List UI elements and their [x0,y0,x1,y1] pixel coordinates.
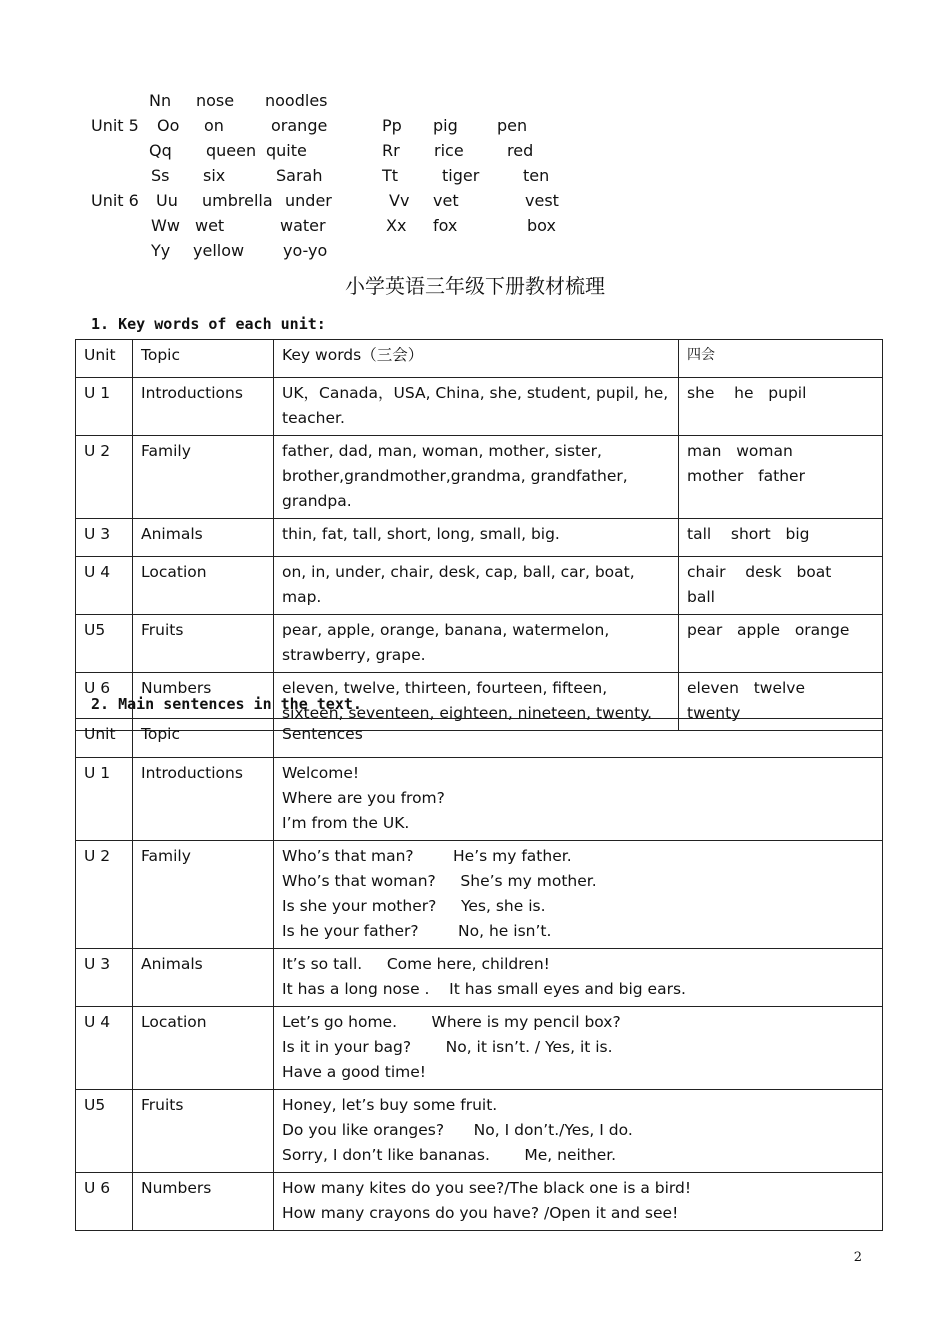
four-skill-words-cell: pear apple orange [679,615,883,673]
key-words-cell: thin, fat, tall, short, long, small, big. [274,519,679,557]
example-word: ten [523,166,550,185]
table-row [76,1007,883,1090]
topic-cell: Animals [133,949,274,1007]
sentences-cell: Let’s go home. Where is my pencil box? Is it in your bag? No, it isn’t. / Yes, it is. Have a good time! [274,1007,883,1090]
example-word: umbrella [202,191,273,210]
key-words-cell: eleven, twelve, thirteen, fourteen, fifteen, sixteen, seventeen, eighteen, nineteen, twenty. [274,673,679,731]
unit-cell: U 2 [76,841,133,949]
example-word: yo-yo [283,241,328,260]
sentences-cell: It’s so tall. Come here, children! It has a long nose . It has small eyes and big ears. [274,949,883,1007]
topic-cell: Numbers [133,673,274,731]
section-heading-key-words: 1. Key words of each unit: [91,315,326,333]
table-row [76,557,883,615]
main-sentences-table [75,718,883,1231]
example-word: wet [195,216,225,235]
letter-pair: Rr [382,141,400,160]
table-row [76,519,883,557]
topic-cell: Introductions [133,758,274,841]
table-row [76,841,883,949]
table-header-row [76,719,883,758]
header-cell: Topic [133,719,274,758]
table-header-row [76,340,883,378]
unit-cell: U5 [76,615,133,673]
example-word: six [203,166,226,185]
example-word: fox [433,216,458,235]
topic-cell: Numbers [133,1173,274,1231]
page-number: 2 [853,1250,862,1265]
unit-cell: U5 [76,1090,133,1173]
example-word: queen [206,141,257,160]
unit-cell: U 6 [76,1173,133,1231]
example-word: nose [196,91,235,110]
four-skill-words-cell: eleven twelve twenty [679,673,883,731]
four-skill-words-cell: she he pupil [679,378,883,436]
letter-pair: Vv [389,191,410,210]
example-word: orange [271,116,328,135]
sentences-cell: Honey, let’s buy some fruit. Do you like oranges? No, I don’t./Yes, I do. Sorry, I don’t like bananas. Me, neither. [274,1090,883,1173]
header-cell: Topic [133,340,274,378]
key-words-table [75,339,883,731]
table-row [76,1090,883,1173]
header-cell: Sentences [274,719,883,758]
unit-cell: U 3 [76,519,133,557]
header-cell: Key words（三会） [274,340,679,378]
sentences-cell: Who’s that man? He’s my father. Who’s that woman? She’s my mother. Is she your mother? Yes, she is. Is he your father? No, he isn’t. [274,841,883,949]
example-word: rice [434,141,464,160]
example-word: quite [266,141,307,160]
table-row [76,378,883,436]
example-word: pig [433,116,458,135]
unit-cell: U 4 [76,1007,133,1090]
table-row [76,1173,883,1231]
header-cell: 四会 [679,340,883,378]
example-word: Sarah [276,166,323,185]
letter-pair: Qq [149,141,172,160]
letter-pair: Pp [382,116,402,135]
topic-cell: Family [133,841,274,949]
topic-cell: Location [133,557,274,615]
letter-pair: Tt [382,166,399,185]
topic-cell: Fruits [133,1090,274,1173]
table-row [76,758,883,841]
key-words-cell: on, in, under, chair, desk, cap, ball, car, boat, map. [274,557,679,615]
example-word: box [527,216,556,235]
example-word: noodles [265,91,328,110]
topic-cell: Location [133,1007,274,1090]
unit-cell: U 1 [76,758,133,841]
unit-cell: U 3 [76,949,133,1007]
unit-label: Unit 5 [91,116,139,135]
example-word: under [285,191,332,210]
letter-pair: Xx [386,216,407,235]
topic-cell: Introductions [133,378,274,436]
key-words-cell: father, dad, man, woman, mother, sister, brother,grandmother,grandma, grandfather, grandpa. [274,436,679,519]
letter-pair: Oo [157,116,180,135]
unit-cell: U 1 [76,378,133,436]
header-cell: Unit [76,719,133,758]
letter-pair: Yy [151,241,171,260]
example-word: on [204,116,224,135]
unit-cell: U 2 [76,436,133,519]
table-row [76,615,883,673]
table-row [76,436,883,519]
key-words-cell: UK，Canada，USA, China, she, student, pupil, he, teacher. [274,378,679,436]
topic-cell: Family [133,436,274,519]
unit-cell: U 6 [76,673,133,731]
example-word: pen [497,116,528,135]
table-row [76,949,883,1007]
example-word: water [280,216,326,235]
sentences-cell: How many kites do you see?/The black one is a bird! How many crayons do you have? /Open it and see! [274,1173,883,1231]
example-word: yellow [193,241,245,260]
letter-pair: Uu [156,191,178,210]
section-heading-main-sentences: 2. Main sentences in the text. [91,695,362,713]
four-skill-words-cell: man woman mother father [679,436,883,519]
example-word: vet [433,191,459,210]
letter-pair: Nn [149,91,172,110]
sentences-cell: Welcome! Where are you from? I’m from the UK. [274,758,883,841]
four-skill-words-cell: tall short big [679,519,883,557]
letter-pair: Ww [151,216,180,235]
topic-cell: Fruits [133,615,274,673]
key-words-cell: pear, apple, orange, banana, watermelon, strawberry, grape. [274,615,679,673]
unit-label: Unit 6 [91,191,139,210]
example-word: red [507,141,534,160]
topic-cell: Animals [133,519,274,557]
example-word: tiger [442,166,480,185]
letter-pair: Ss [151,166,170,185]
page-title: 小学英语三年级下册教材梳理 [345,274,605,298]
example-word: vest [525,191,559,210]
header-cell: Unit [76,340,133,378]
unit-cell: U 4 [76,557,133,615]
four-skill-words-cell: chair desk boat ball [679,557,883,615]
